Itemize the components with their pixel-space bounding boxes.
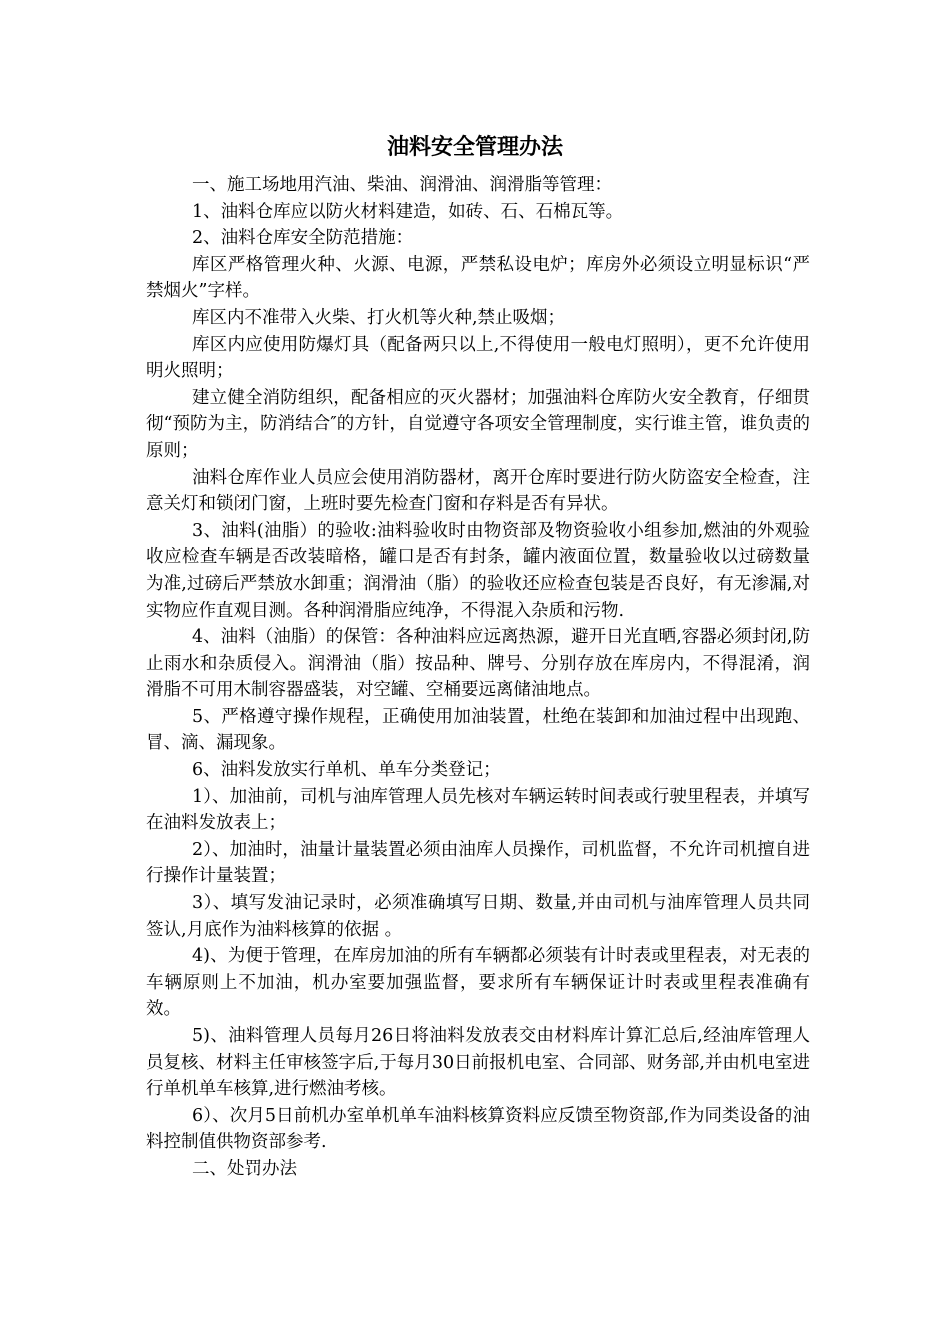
paragraph-warehouse-construction: 1、油料仓库应以防火材料建造，如砖、石、石棉瓦等。 <box>192 201 624 222</box>
paragraph-monthly-summary: 5)、油料管理人员每月26日将油料发放表交由材料库计算汇总后,经油库管理人员复核、材料主任审核签字后,于每月30日前报机电室、合同部、财务部,并由机电室进行单机单车核算,进行燃油考核。 <box>146 1026 810 1100</box>
paragraph-no-smoking: 库区内不准带入火柴、打火机等火种,禁止吸烟； <box>192 307 566 328</box>
paragraph-acceptance: 3、油料(油脂）的验收:油料验收时由物资部及物资验收小组参加,燃油的外观验收应检查车辆是否改装暗格，罐口是否有封条，罐内液面位置，数量验收以过磅数量为准,过磅后严禁放水卸重；润滑油（脂）的验收还应检查包装是否良好，有无渗漏,对实物应作直观目测。各种润滑脂应纯净，不得混入杂质和污物. <box>146 520 810 621</box>
paragraph-storage: 4、油料（油脂）的保管：各种油料应远离热源，避开日光直晒,容器必须封闭,防止雨水和杂质侵入。润滑油（脂）按品种、牌号、分别存放在库房内，不得混淆，润滑脂不可用木制容器盛装，对空罐、空桶要远离储油地点。 <box>146 627 810 701</box>
paragraph-explosion-proof-lamps: 库区内应使用防爆灯具（配备两只以上,不得使用一般电灯照明），更不允许使用明火照明； <box>146 334 810 382</box>
paragraph-during-refueling: 2）、加油时，油量计量装置必须由油库人员操作，司机监督，不允许司机擅自进行操作计量装置； <box>146 839 810 887</box>
paragraph-fire-organization: 建立健全消防组织，配备相应的灭火器材；加强油料仓库防火安全教育，仔细贯彻“预防为主，防消结合″的方针，自觉遵守各项安全管理制度，实行谁主管，谁负责的原则； <box>146 387 810 461</box>
section-heading-management: 一、施工场地用汽油、柴油、润滑油、润滑脂等管理： <box>192 175 612 195</box>
section-heading-penalties: 二、处罚办法 <box>192 1158 297 1179</box>
paragraph-operating-rules: 5、严格遵守操作规程，正确使用加油装置，杜绝在装卸和加油过程中出现跑、冒、滴、漏现象。 <box>146 706 810 754</box>
document-body <box>146 172 810 1183</box>
document-title: 油料安全管理办法 <box>386 135 563 160</box>
paragraph-feedback: 6）、次月5日前机办室单机单车油料核算资料应反馈至物资部,作为同类设备的油料控制值供物资部参考. <box>146 1105 810 1153</box>
paragraph-staff-fire-equipment: 油料仓库作业人员应会使用消防器材，离开仓库时要进行防火防盗安全检查，注意关灯和锁闭门窗，上班时要先检查门窗和存料是否有异状。 <box>146 467 810 515</box>
paragraph-before-refueling: 1）、加油前，司机与油库管理人员先核对车辆运转时间表或行驶里程表，并填写在油料发放表上； <box>146 786 810 834</box>
paragraph-record-filling: 3）、填写发油记录时，必须准确填写日期、数量,并由司机与油库管理人员共同签认,月底作为油料核算的依据 。 <box>146 893 810 940</box>
paragraph-fire-source-control: 库区严格管理火种、火源、电源，严禁私设电炉；库房外必须设立明显标识“严禁烟火”字样。 <box>146 254 810 302</box>
paragraph-meters-required: 4)、为便于管理，在库房加油的所有车辆都必须装有计时表或里程表，对无表的车辆原则上不加油，机办室要加强监督，要求所有车辆保证计时表或里程表准确有效。 <box>146 946 810 1020</box>
paragraph-safety-measures-heading: 2、油料仓库安全防范措施： <box>192 228 414 249</box>
paragraph-dispensing-registration: 6、油料发放实行单机、单车分类登记； <box>192 760 501 781</box>
